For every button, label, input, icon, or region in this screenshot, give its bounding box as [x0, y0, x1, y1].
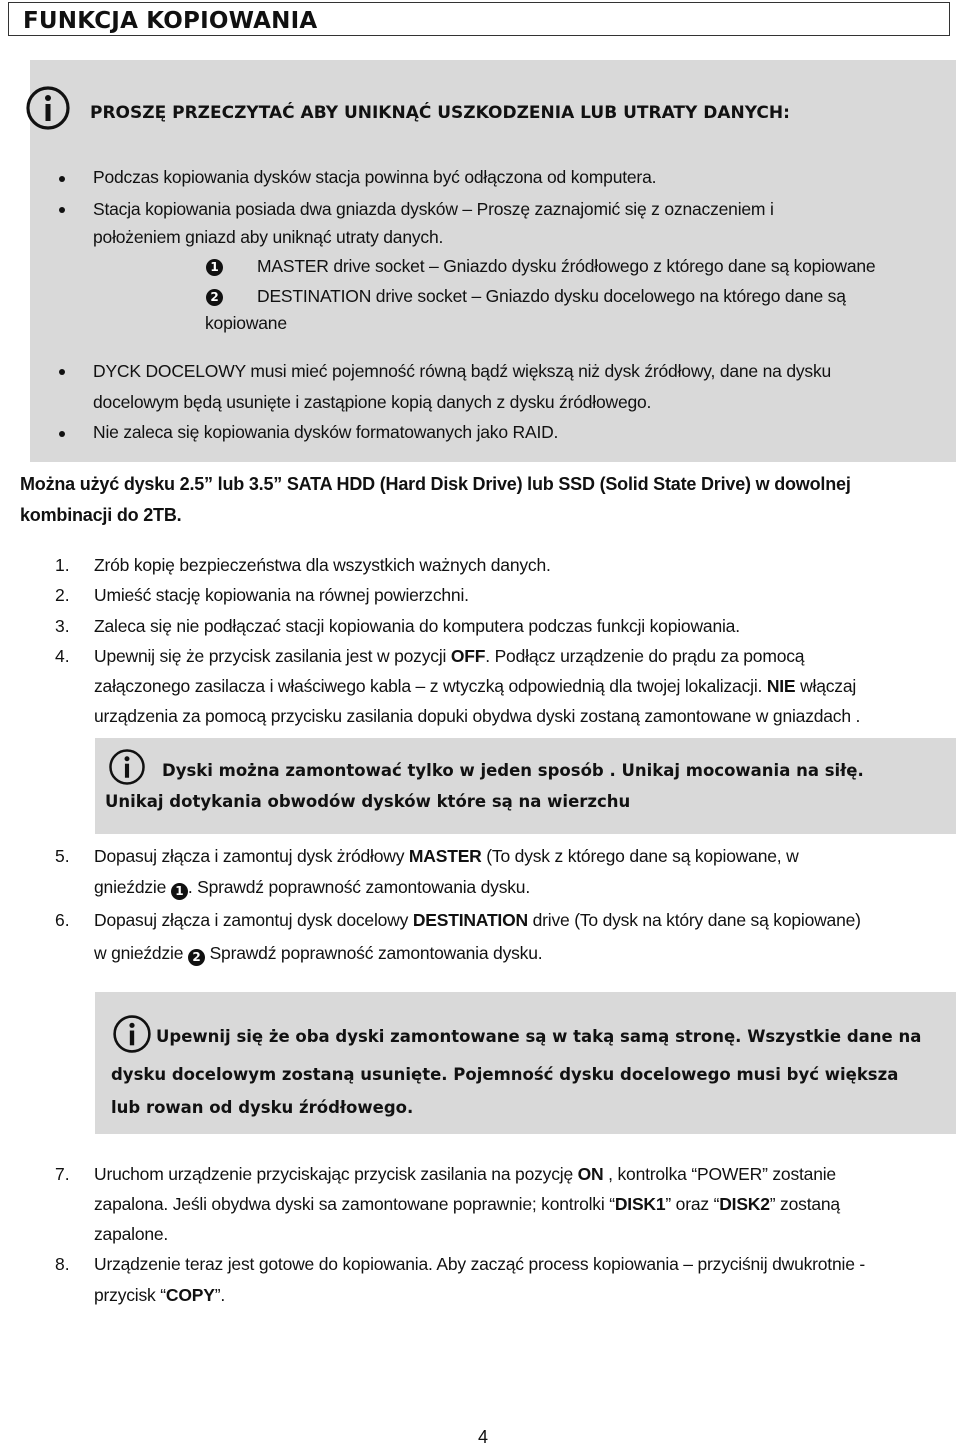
step-3-text: Zaleca się nie podłączać stacji kopiowania do komputera podczas funkcji kopiowania. [94, 616, 740, 636]
info-icon [108, 748, 146, 786]
step-number: 8. [55, 1254, 70, 1274]
title-box [8, 2, 950, 36]
step-5-line2: gnieździe 1 . Sprawdź poprawność zamontowania dysku. [94, 877, 530, 898]
note-mounting-line1: Dyski można zamontować tylko w jeden sposób . Unikaj mocowania na siłę. [162, 761, 864, 780]
step-number: 2. [55, 585, 70, 605]
hdd-note-line2: kombinacji do 2TB. [20, 505, 182, 525]
bullet-dot [59, 431, 65, 437]
step-4-line2: załączonego zasilacza i właściwego kabla – z wtyczką odpowiednią dla twojej lokalizacji. NIE włączaj [94, 676, 857, 696]
step-4-line1: Upewnij się że przycisk zasilania jest w pozycji OFF. Podłącz urządzenie do prądu za pomocą [94, 646, 805, 666]
socket-marker-2: 2 [206, 286, 223, 306]
step-5-line1: Dopasuj złącza i zamontuj dysk żródłowy MASTER (To dysk z którego dane są kopiowane, w [94, 846, 799, 866]
page-number: 4 [478, 1427, 489, 1447]
step-number: 3. [55, 616, 70, 636]
warning-bullet-2-line1: Stacja kopiowania posiada dwa gniazda dysków – Proszę zaznajomić się z oznaczeniem i [93, 199, 774, 219]
page-title: FUNKCJA KOPIOWANIA [23, 8, 318, 34]
bullet-dot [59, 369, 65, 375]
warning-bullet-3-line1: DYCK DOCELOWY musi mieć pojemność równą bądź większą niż dysk źródłowy, dane na dysku [93, 361, 832, 381]
step-7-line3: zapalone. [94, 1224, 169, 1244]
note-orientation-line2: dysku docelowym zostaną usunięte. Pojemność dysku docelowego musi być większa [111, 1065, 899, 1084]
step-number: 5. [55, 846, 70, 866]
step-8-line1: Urządzenie teraz jest gotowe do kopiowania. Aby zacząć process kopiowania – przyciśnij dwukrotnie - [94, 1254, 866, 1274]
step-7-line2: zapalona. Jeśli obydwa dyski sa zamontowane poprawnie; kontrolki “DISK1” oraz “DISK2” zostaną [94, 1194, 840, 1214]
warning-bullet-2-line2: położeniem gniazd aby uniknąć utraty danych. [93, 227, 444, 247]
info-icon [25, 85, 71, 131]
destination-socket-text-cont: kopiowane [205, 313, 287, 333]
hdd-note-line1: Można użyć dysku 2.5” lub 3.5” SATA HDD (Hard Disk Drive) lub SSD (Solid State Drive) w dowolnej [20, 474, 851, 494]
bullet-dot [59, 207, 65, 213]
destination-socket-text: DESTINATION drive socket – Gniazdo dysku docelowego na którego dane są [257, 286, 846, 306]
socket-marker-1: 1 [171, 883, 188, 900]
warning-bullet-4: Nie zaleca się kopiowania dysków formatowanych jako RAID. [93, 422, 559, 442]
step-number: 1. [55, 555, 70, 575]
step-4-line3: urządzenia za pomocą przycisku zasilania dopuki obydwa dyski zostaną zamontowane w gniazdach . [94, 706, 861, 726]
step-7-line1: Uruchom urządzenie przyciskając przycisk zasilania na pozycję ON , kontrolka “POWER” zostanie [94, 1164, 836, 1184]
step-1-text: Zrób kopię bezpieczeństwa dla wszystkich ważnych danych. [94, 555, 551, 575]
note-mounting-line2: Unikaj dotykania obwodów dysków które są na wierzchu [105, 792, 631, 811]
socket-marker-2: 2 [188, 949, 205, 966]
note-orientation-line1: Upewnij się że oba dyski zamontowane są w taką samą stronę. Wszystkie dane na [156, 1027, 922, 1046]
bullet-dot [59, 176, 65, 182]
warning-bullet-3-line2: docelowym będą usunięte i zastąpione kopią danych z dysku źródłowego. [93, 392, 652, 412]
warning-bullet-1: Podczas kopiowania dysków stacja powinna być odłączona od komputera. [93, 167, 657, 187]
info-icon [112, 1014, 152, 1054]
note-box-mounting [95, 738, 956, 834]
warning-heading: PROSZĘ PRZECZYTAĆ ABY UNIKNĄĆ USZKODZENIA LUB UTRATY DANYCH: [90, 103, 790, 123]
master-socket-text: MASTER drive socket – Gniazdo dysku źródłowego z którego dane są kopiowane [257, 256, 876, 276]
step-6-line2: w gnieździe 2 Sprawdź poprawność zamontowania dysku. [94, 943, 543, 964]
step-number: 7. [55, 1164, 70, 1184]
socket-marker-1: 1 [206, 256, 223, 276]
step-number: 6. [55, 910, 70, 930]
step-8-line2: przycisk “COPY”. [94, 1285, 225, 1305]
step-2-text: Umieść stację kopiowania na równej powierzchni. [94, 585, 469, 605]
note-orientation-line3: lub rowan od dysku źródłowego. [111, 1098, 414, 1117]
step-number: 4. [55, 646, 70, 666]
step-6-line1: Dopasuj złącza i zamontuj dysk docelowy DESTINATION drive (To dysk na który dane są kopiowane) [94, 910, 861, 930]
